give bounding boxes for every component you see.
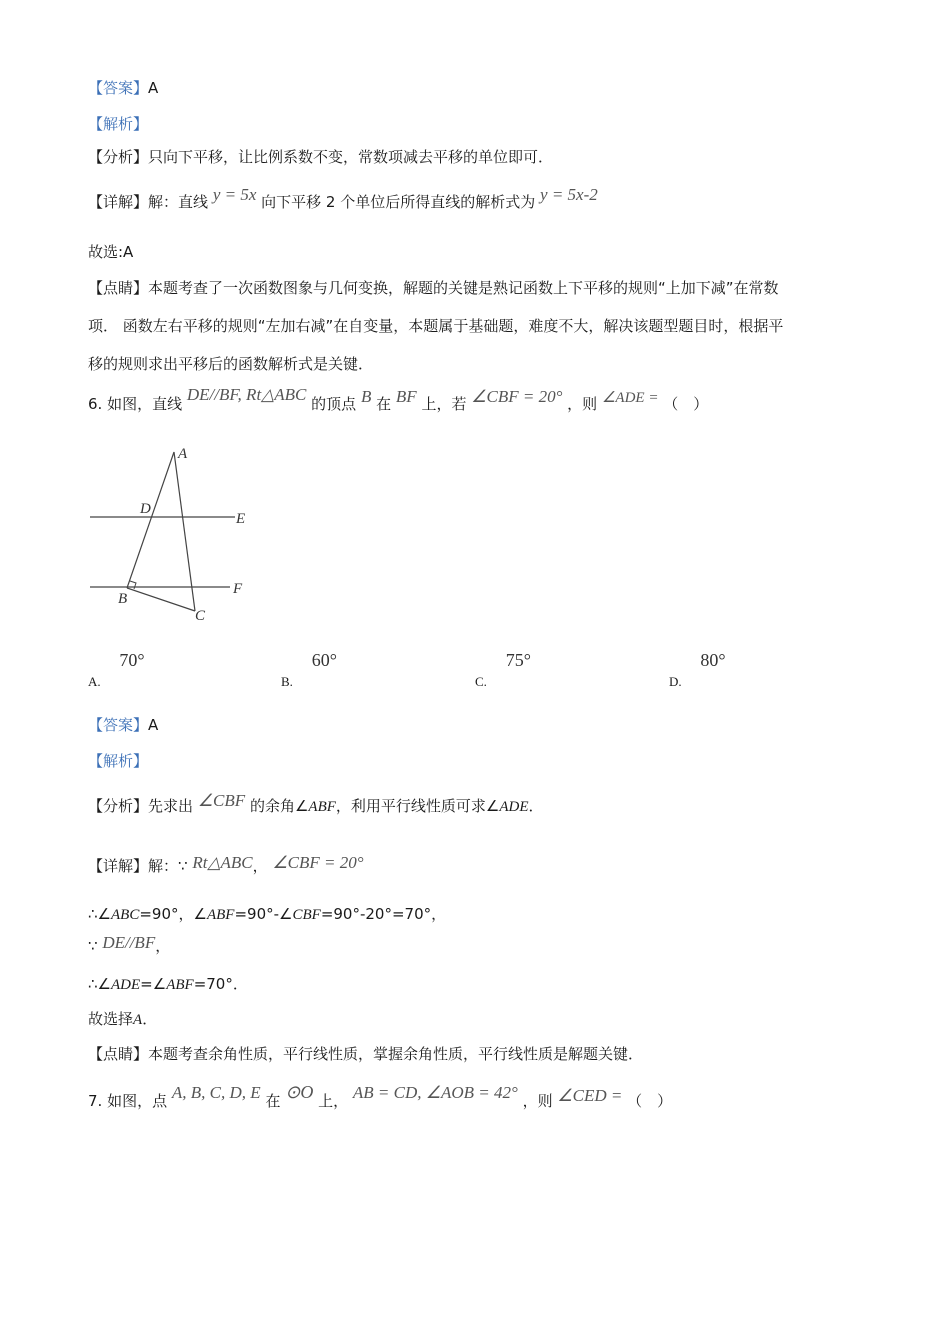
label-b: B [118,591,128,607]
option-b[interactable] [281,650,337,689]
step-italic: ABF [166,977,194,993]
step-text: =90°-20°=70°， [320,905,447,923]
q5-fenxi [88,146,553,167]
stem-text: 在 [265,1092,281,1110]
guxuan-italic: A [133,1012,143,1028]
stem-math4: ∠CBF = 20° [471,387,563,406]
q6-step3 [88,973,248,994]
q5-answer-line [88,77,158,98]
side-bc [127,588,195,611]
step-italic: ADE [111,977,141,993]
right-angle-mark [130,581,136,589]
q6-fenxi [88,791,544,816]
q6-step1 [88,903,446,924]
xiangjie-math2: y = 5x-2 [540,185,598,204]
xiangjie-mid: 向下平移 2 个单位后所得直线的解析式为 [261,193,536,211]
side-ab [127,452,174,588]
xiangjie-math2: ∠CBF = 20° [272,853,364,872]
q6-dianjing [88,1043,643,1064]
option-letter: C. [475,674,487,689]
step-math: DE//BF [102,933,156,952]
option-c[interactable] [475,650,531,689]
step-italic: ABC [111,907,140,923]
stem-math4: ∠CED = [557,1086,623,1105]
stem-math5: ∠ADE = [601,390,659,406]
fenxi-tag: 【分析】 [88,797,149,815]
stem-text: 上， [318,1092,349,1110]
stem-paren: （ ） [663,395,709,413]
fenxi-italic: ADE [499,799,529,815]
option-value: 70° [119,650,145,670]
answer-tag: 【答案】 [88,79,149,97]
stem-num: 6. 如图，直线 [88,395,183,413]
q6-analysis-tag: 【解析】 [88,752,149,770]
xiangjie-text: ， [252,857,268,875]
stem-text: ，则 [522,1092,553,1110]
stem-text: 的顶点 [311,395,357,413]
q6-answer-line [88,714,158,735]
q5-guxuan: 故选:A [88,243,134,261]
guxuan-text: 故选择 [88,1010,134,1028]
fenxi-text: 只向下平移，让比例系数不变，常数项减去平移的单位即可． [148,148,554,166]
fenxi-text: ，利用平行线性质可求∠ [335,797,500,815]
fenxi-text: 的余角∠ [249,797,309,815]
stem-math2: B [360,387,372,406]
q6-xiangjie [88,855,364,876]
fenxi-tag: 【分析】 [88,148,149,166]
label-a: A [178,446,188,462]
stem-math1: A, B, C, D, E [171,1083,261,1102]
step-text: =90°-∠ [234,905,293,923]
stem-num: 7. 如图，点 [88,1092,168,1110]
fenxi-italic: ABF [308,799,336,815]
step-text: ∵ [88,937,98,955]
q5-xiangjie [88,185,598,212]
stem-math1: DE//BF, Rt△ABC [186,385,307,404]
q5-dianjing-line2: 项． 函数左右平移的规则“左加右减”在自变量，本题属于基础题，难度不大，解决该题型题目时，根据平 [88,317,784,335]
label-c: C [195,608,206,624]
answer-value: A [148,79,159,97]
xiangjie-math1: y = 5x [212,185,257,204]
q6-stem [88,385,709,414]
stem-text: 在 [376,395,392,413]
step-text: =90°，∠ [139,905,207,923]
label-d: D [140,501,151,517]
step-italic: ABF [206,907,235,923]
q6-step2 [88,935,170,956]
step-text: ∴∠ [88,905,111,923]
q7-stem [88,1082,673,1111]
step-text: =70°． [193,975,248,993]
q5-analysis-tag: 【解析】 [88,115,149,133]
stem-paren: （ ） [627,1092,673,1110]
guxuan-text: ． [142,1010,158,1028]
option-d[interactable] [669,650,726,689]
xiangjie-tag: 【详解】 [88,193,149,211]
option-letter: A. [88,674,101,689]
dianjing-text: 本题考查了一次函数图象与几何变换，解题的关键是熟记函数上下平移的规则“上加下减”在常数 [148,279,779,297]
q6-figure [85,440,265,630]
dianjing-tag: 【点睛】 [88,1045,149,1063]
xiangjie-math1: Rt△ABC [192,853,253,872]
stem-math2: ⊙O [285,1082,314,1102]
dianjing-text: 本题考查余角性质，平行线性质，掌握余角性质，平行线性质是解题关键． [148,1045,644,1063]
stem-text: ，则 [567,395,598,413]
option-value: 60° [311,650,337,670]
step-text: =∠ [140,975,167,993]
stem-math3: AB = CD, ∠AOB = 42° [352,1083,518,1102]
option-a[interactable] [88,650,145,689]
answer-value: A [148,716,159,734]
option-letter: D. [669,674,682,689]
xiangjie-pre: 解：直线 [148,193,209,211]
stem-math3: BF [395,387,417,406]
label-e: E [236,511,246,527]
option-value: 80° [700,650,726,670]
step-italic: CBF [292,907,321,923]
xiangjie-text: 解：∵ [148,857,188,875]
q6-guxuan [88,1008,157,1029]
xiangjie-tag: 【详解】 [88,857,149,875]
answer-tag: 【答案】 [88,716,149,734]
option-value: 75° [505,650,531,670]
stem-text: 上，若 [421,395,467,413]
q5-dianjing-line1 [88,277,779,298]
fenxi-text: 先求出 [148,797,194,815]
dianjing-tag: 【点睛】 [88,279,149,297]
label-f: F [233,581,243,597]
fenxi-text: ． [528,797,544,815]
option-letter: B. [281,674,293,689]
step-text: ， [155,937,171,955]
step-text: ∴∠ [88,975,111,993]
fenxi-math: ∠CBF [197,791,246,810]
q5-dianjing-line3: 移的规则求出平移后的函数解析式是关键． [88,355,374,373]
